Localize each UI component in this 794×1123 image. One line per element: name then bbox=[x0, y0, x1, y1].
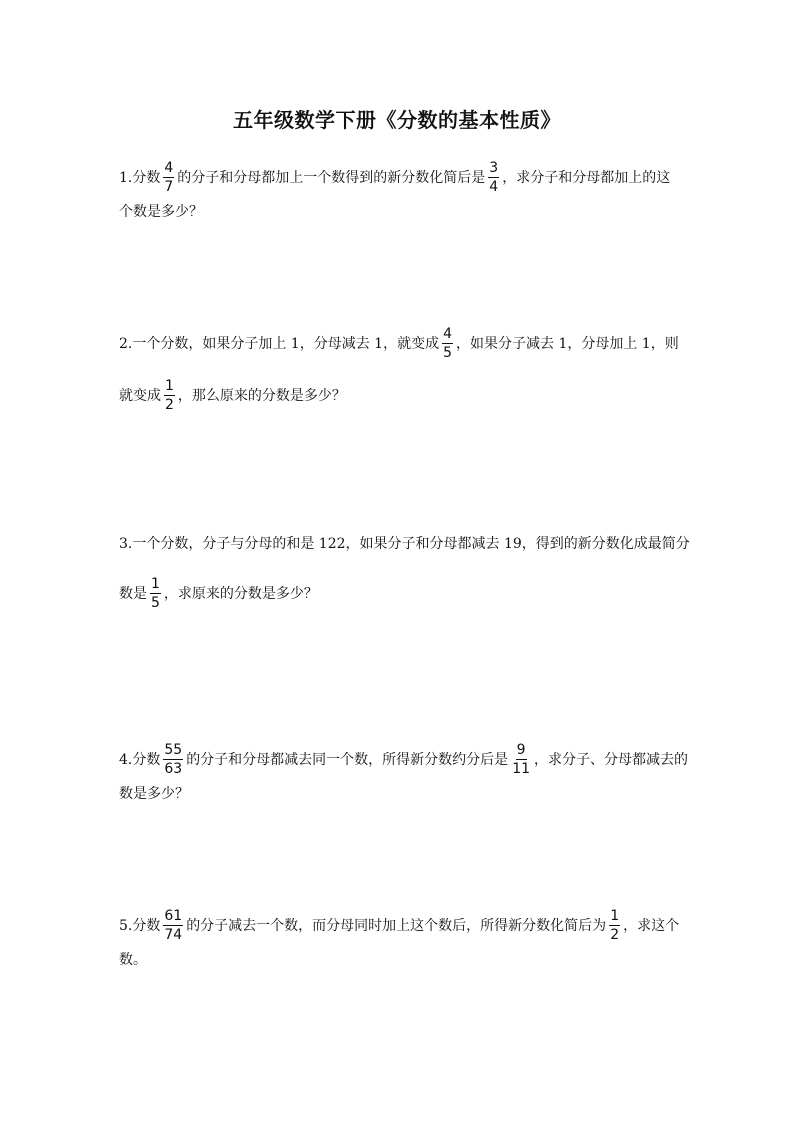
fraction-denominator: 74 bbox=[164, 927, 183, 943]
problem-text: 5.分数 bbox=[119, 917, 161, 934]
problem-2-line-2 bbox=[119, 378, 679, 413]
problem-2-line-1 bbox=[119, 326, 679, 361]
fraction bbox=[609, 908, 620, 943]
fraction-numerator: 3 bbox=[489, 160, 499, 176]
fraction-denominator: 4 bbox=[489, 179, 499, 195]
problem-text: 的分子和分母都减去同一个数，所得新分数约分后是 bbox=[186, 751, 509, 768]
problem-4-line-1 bbox=[119, 742, 689, 777]
problem-text: 数是 bbox=[119, 585, 147, 602]
page-title: 五年级数学下册《分数的基本性质》 bbox=[233, 108, 561, 132]
problem-1-line-2 bbox=[119, 202, 679, 222]
fraction bbox=[488, 160, 499, 195]
problem-text: 3.一个分数，分子与分母的和是 122，如果分子和分母都减去 19，得到的新分数化成最简分 bbox=[119, 536, 690, 552]
problem-text: 就变成 bbox=[119, 387, 161, 404]
fraction-denominator: 7 bbox=[164, 179, 174, 195]
fraction-denominator: 2 bbox=[165, 397, 174, 413]
problem-4-line-2 bbox=[119, 784, 679, 804]
fraction-numerator: 9 bbox=[516, 742, 526, 758]
problem-5-line-2 bbox=[119, 950, 679, 970]
fraction bbox=[163, 160, 174, 195]
problem-text: 数是多少？ bbox=[119, 786, 189, 802]
problem-text: 数。 bbox=[119, 952, 147, 968]
problem-text: ，求这个 bbox=[623, 917, 680, 934]
problem-text: 个数是多少？ bbox=[119, 204, 203, 220]
fraction-denominator: 11 bbox=[512, 761, 531, 777]
problem-3-line-2 bbox=[119, 576, 679, 611]
fraction-denominator: 63 bbox=[164, 761, 183, 777]
problem-3-line-1 bbox=[119, 534, 690, 554]
fraction-numerator: 4 bbox=[443, 326, 452, 342]
fraction-numerator: 1 bbox=[610, 908, 620, 924]
fraction-numerator: 4 bbox=[164, 160, 174, 176]
fraction-denominator: 5 bbox=[151, 595, 160, 611]
fraction-numerator: 55 bbox=[164, 742, 183, 758]
fraction-denominator: 5 bbox=[443, 345, 452, 361]
fraction-numerator: 1 bbox=[165, 378, 174, 394]
fraction-numerator: 1 bbox=[151, 576, 160, 592]
fraction bbox=[163, 742, 183, 777]
problem-text: 的分子减去一个数，而分母同时加上这个数后，所得新分数化简后为 bbox=[186, 917, 607, 934]
problem-1-line-1 bbox=[119, 160, 679, 195]
problem-text: 2.一个分数，如果分子加上 1，分母减去 1，就变成 bbox=[119, 335, 440, 352]
problem-text: ，求分子、分母都减去的 bbox=[534, 751, 689, 768]
problem-text: 1.分数 bbox=[119, 169, 161, 186]
fraction bbox=[163, 908, 183, 943]
fraction bbox=[164, 378, 175, 413]
fraction-denominator: 2 bbox=[610, 927, 620, 943]
fraction-numerator: 61 bbox=[164, 908, 183, 924]
problem-5-line-1 bbox=[119, 908, 679, 943]
problem-text: 的分子和分母都加上一个数得到的新分数化简后是 bbox=[177, 169, 486, 186]
problem-text: ，那么原来的分数是多少？ bbox=[177, 387, 346, 404]
fraction bbox=[511, 742, 531, 777]
problem-text: ，求原来的分数是多少？ bbox=[163, 585, 318, 602]
fraction bbox=[150, 576, 161, 611]
problem-text: 4.分数 bbox=[119, 751, 161, 768]
problem-text: ，求分子和分母都加上的这 bbox=[502, 169, 671, 186]
problem-text: ，如果分子减去 1，分母加上 1，则 bbox=[456, 335, 679, 352]
fraction bbox=[442, 326, 453, 361]
